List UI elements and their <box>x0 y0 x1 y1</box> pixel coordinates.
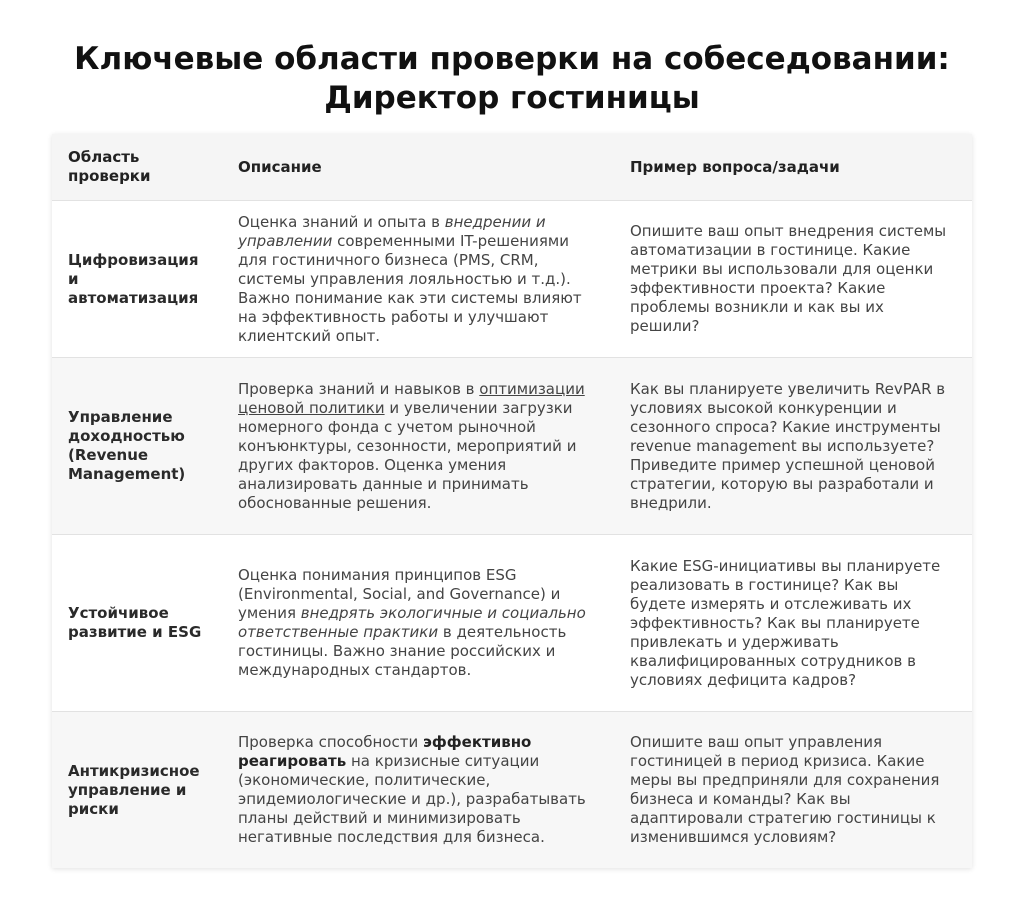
table-row <box>52 712 972 869</box>
table-row <box>52 358 972 535</box>
page-title-line-2: Директор гостиницы <box>324 80 700 116</box>
row-area-cell: Управление доходностью (Revenue Management) <box>52 358 222 535</box>
row-example-cell: Опишите ваш опыт управления гостиницей в период кризиса. Какие меры вы предприняли для сохранения бизнеса и команды? Как вы адаптировали стратегию гостиницы к изменившимся условиям? <box>614 712 972 869</box>
review-areas-table <box>52 134 972 868</box>
row-area-cell: Устойчивое развитие и ESG <box>52 535 222 712</box>
description-text: современными IT-решениями для гостиничного бизнеса (PMS, CRM, системы управления лояльностью и т.д.). Важно понимание как эти системы влияют на эффективность работы и улучшают клиентский опыт. <box>238 231 582 345</box>
description-emphasis: эффективно реагировать <box>238 733 532 770</box>
description-text: Оценка знаний и опыта в <box>238 212 445 231</box>
row-example-cell: Опишите ваш опыт внедрения системы автоматизации в гостинице. Какие метрики вы использовали для оценки эффективности проекта? Какие проблемы возникли и как вы их решили? <box>614 201 972 358</box>
description-text: Проверка способности <box>238 733 423 751</box>
review-areas-table-container <box>52 134 972 868</box>
page-title-line-1: Ключевые области проверки на собеседовании: <box>74 41 950 77</box>
description-emphasis: внедрении и управлении <box>238 212 546 250</box>
header-area: Область проверки <box>52 134 222 201</box>
row-example-cell: Какие ESG-инициативы вы планируете реализовать в гостинице? Как вы будете измерять и отслеживать их эффективность? Как вы планируете привлекать и удерживать квалифицированных сотрудников в условиях дефицита кадров? <box>614 535 972 712</box>
description-text: Оценка понимания принципов ESG (Environmental, Social, and Governance) и умения <box>238 566 561 622</box>
row-example-cell: Как вы планируете увеличить RevPAR в условиях высокой конкуренции и сезонного спроса? Какие инструменты revenue management вы используете? Приведите пример успешной ценовой стратегии, которую вы разработали и внедрили. <box>614 358 972 535</box>
row-description-cell <box>222 712 614 869</box>
description-emphasis: внедрять экологичные и социально ответственные практики <box>238 604 586 641</box>
header-example: Пример вопроса/задачи <box>614 134 972 201</box>
description-text: Проверка знаний и навыков в <box>238 379 480 398</box>
header-description: Описание <box>222 134 614 201</box>
table-header-row <box>52 134 972 201</box>
row-description-cell <box>222 201 614 358</box>
page-title <box>0 0 1024 118</box>
row-description-cell <box>222 358 614 535</box>
description-text: в деятельность гостиницы. Важно знание российских и международных стандартов. <box>238 623 567 679</box>
description-text: и увеличении загрузки номерного фонда с учетом рыночной конъюнктуры, сезонности, мероприятий и других факторов. Оценка умения анализировать данные и принимать обоснованные решения. <box>238 398 577 512</box>
row-area-cell: Антикризисное управление и риски <box>52 712 222 869</box>
table-row <box>52 201 972 358</box>
row-description-cell <box>222 535 614 712</box>
description-text: на кризисные ситуации (экономические, политические, эпидемиологические и др.), разрабатывать планы действий и минимизировать негативные последствия для бизнеса. <box>238 752 586 846</box>
description-emphasis: оптимизации ценовой политики <box>238 379 585 417</box>
row-area-cell: Цифровизация и автоматизация <box>52 201 222 358</box>
table-row <box>52 535 972 712</box>
